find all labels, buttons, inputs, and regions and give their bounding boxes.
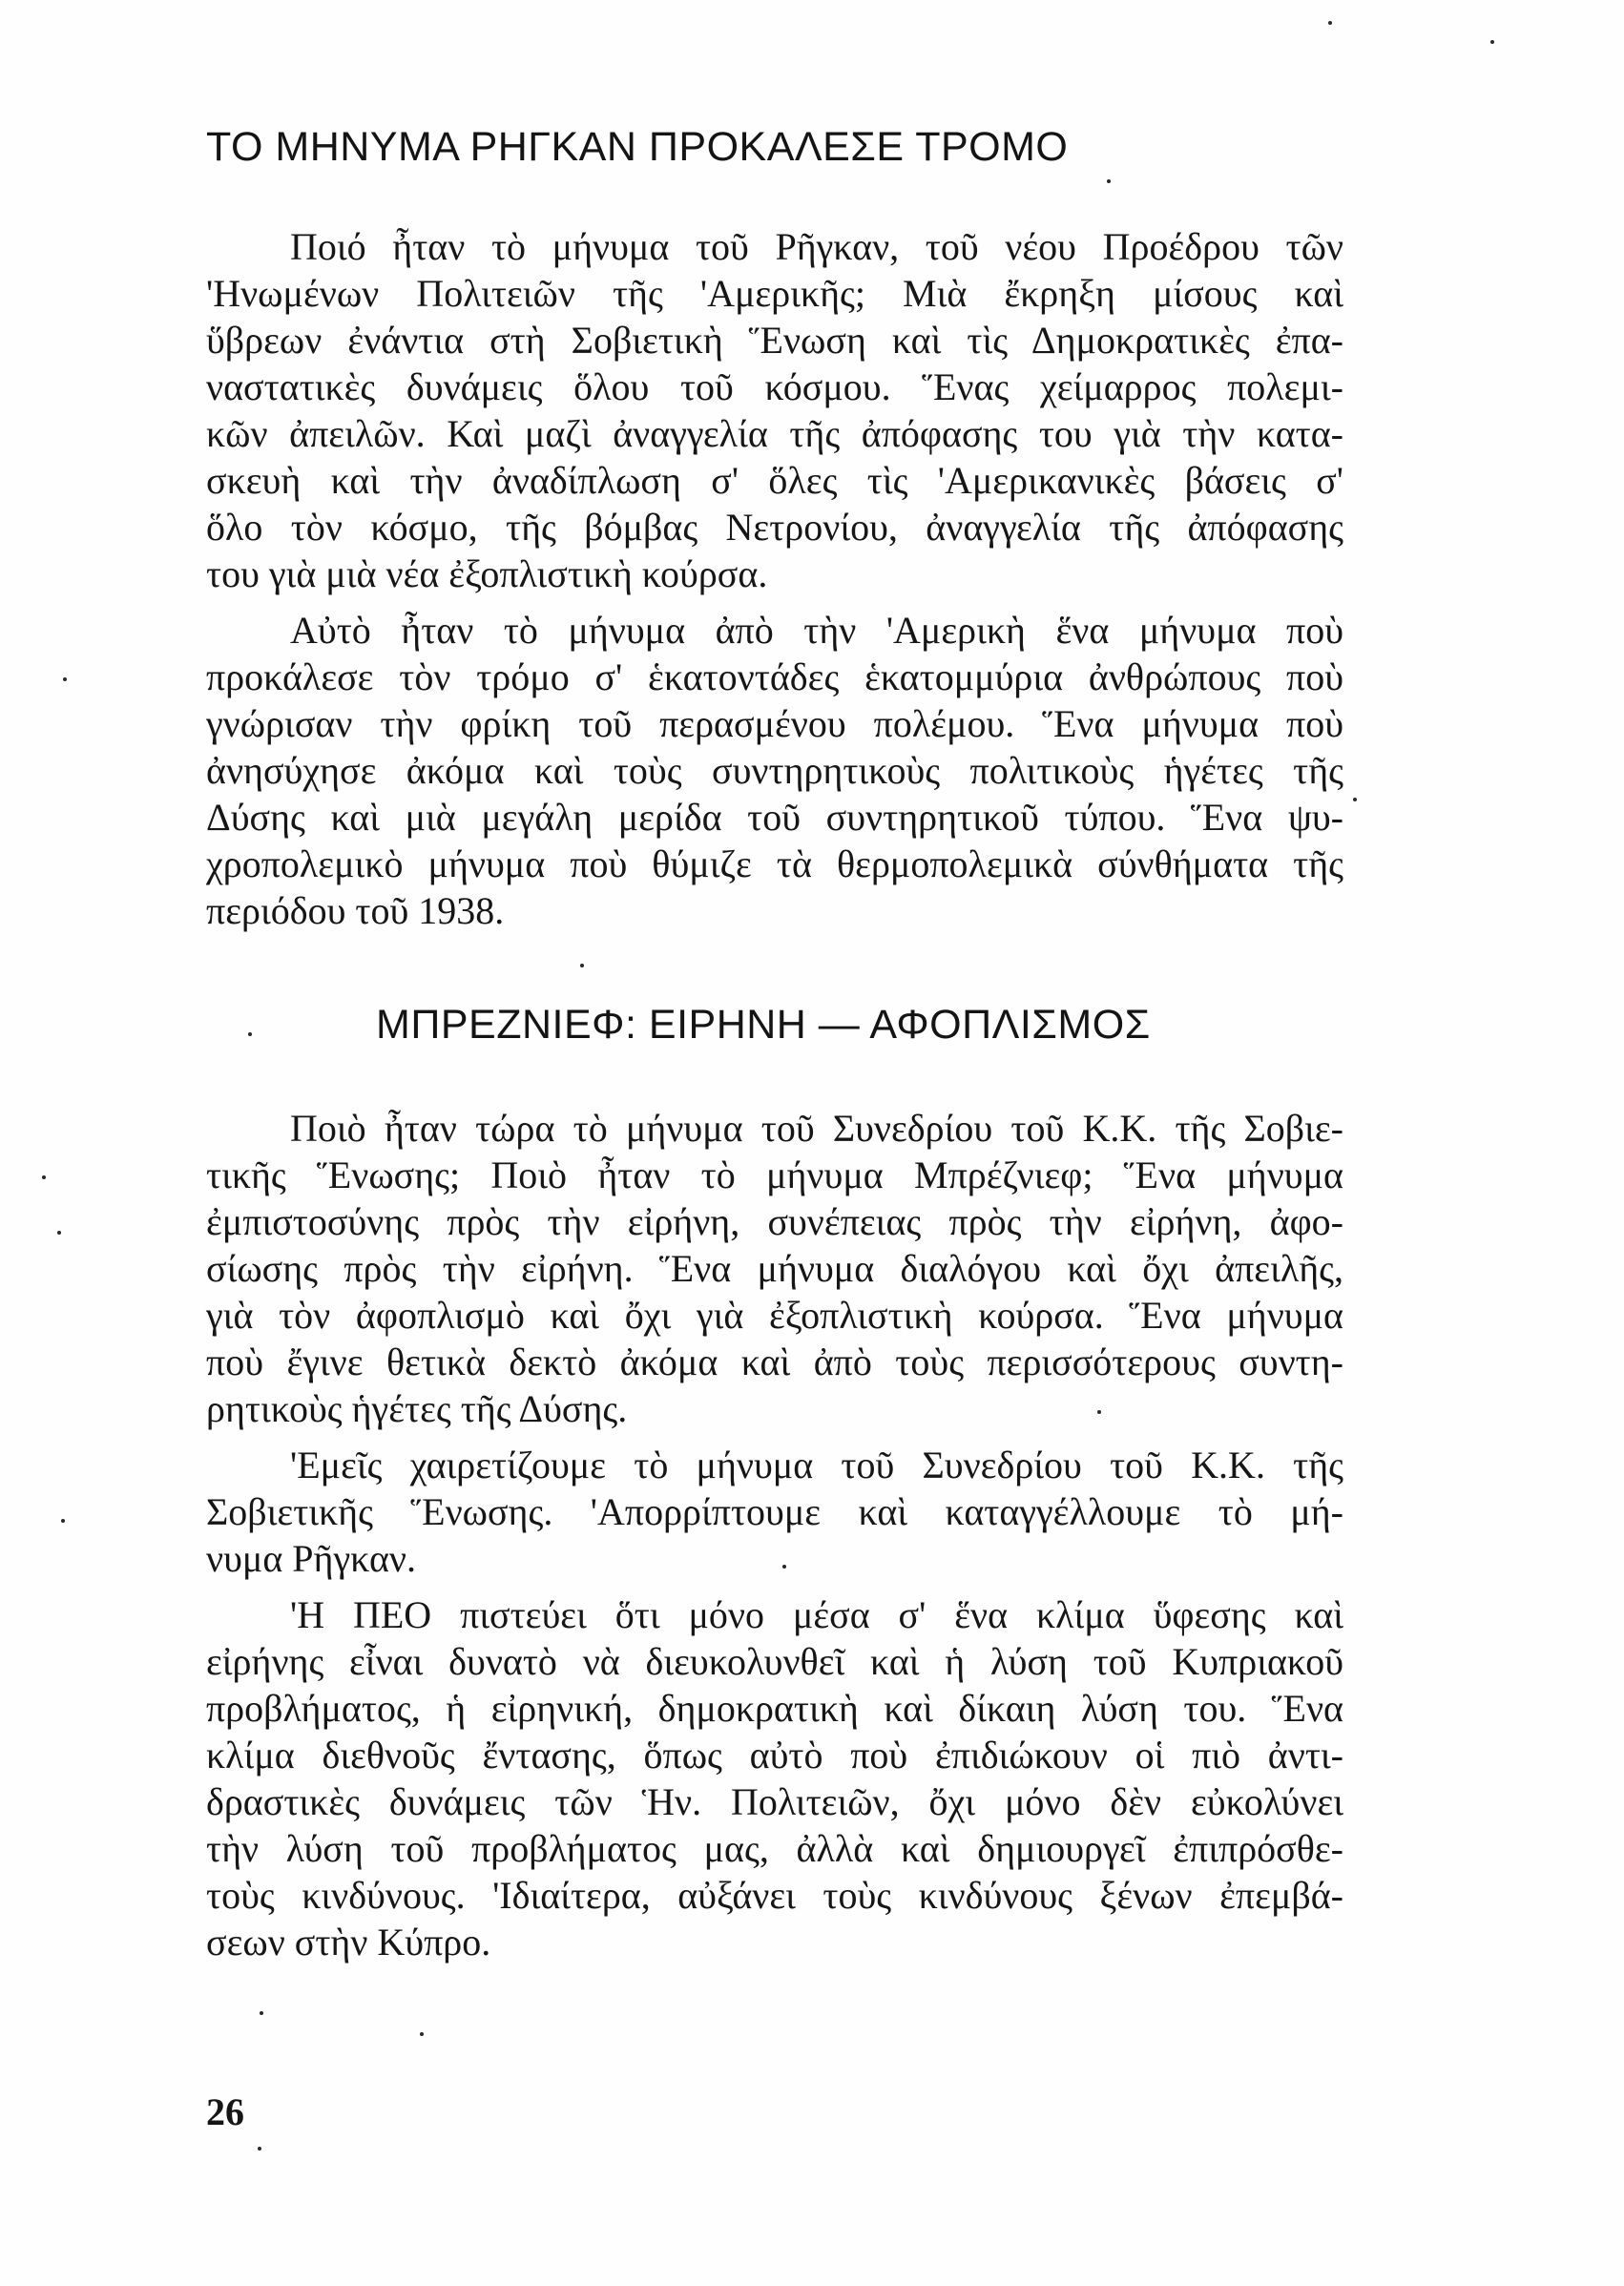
- text-line: νυμα Ρῆγκαν.: [206, 1537, 416, 1580]
- text-line: χροπολεμικὸ μήνυμα ποὺ θύμιζε τὰ θερμοπολεμικὰ σύνθήματα τῆς: [206, 842, 1343, 885]
- text-line: προκάλεσε τὸν τρόμο σ' ἑκατοντάδες ἑκατομμύρια ἀνθρώπους ποὺ: [206, 655, 1343, 698]
- text-line: Αὐτὸ ἦταν τὸ μήνυμα ἀπὸ τὴν 'Αμερικὴ ἕνα μήνυμα ποὺ: [290, 609, 1343, 652]
- scan-speck: [580, 964, 584, 967]
- text-line: 'Η ΠΕΟ πιστεύει ὅτι μόνο μέσα σ' ἕνα κλίμα ὕφεσης καὶ: [290, 1593, 1343, 1636]
- text-line: σκευὴ καὶ τὴν ἀναδίπλωση σ' ὅλες τὶς 'Αμερικανικὲς βάσεις σ': [206, 459, 1343, 502]
- text-line: τοὺς κινδύνους. 'Ιδιαίτερα, αὐξάνει τοὺς κινδύνους ξένων ἐπεμβά-: [206, 1874, 1343, 1917]
- text-line: εἰρήνης εἶναι δυνατὸ νὰ διευκολυνθεῖ καὶ ἡ λύση τοῦ Κυπριακοῦ: [206, 1640, 1343, 1683]
- text-line: προβλήματος, ἡ εἰρηνική, δημοκρατικὴ καὶ δίκαιη λύση του. Ἕνα: [206, 1687, 1343, 1730]
- section-heading-reagan: ΤΟ ΜΗΝΥΜΑ ΡΗΓΚΑΝ ΠΡΟΚΑΛΕΣΕ ΤΡΟΜΟ: [206, 124, 1069, 170]
- text-line: Σοβιετικῆς Ἕνωσης. 'Απορρίπτουμε καὶ καταγγέλλουμε τὸ μή-: [206, 1490, 1343, 1533]
- text-line: ρητικοὺς ἡγέτες τῆς Δύσης.: [206, 1387, 628, 1430]
- scan-speck: [1097, 1410, 1101, 1414]
- text-line: ἀνησύχησε ἀκόμα καὶ τοὺς συντηρητικοὺς πολιτικοὺς ἡγέτες τῆς: [206, 749, 1343, 792]
- scan-speck: [63, 677, 67, 681]
- text-line: ὅλο τὸν κόσμο, τῆς βόμβας Νετρονίου, ἀναγγελία τῆς ἀπόφασης: [206, 506, 1343, 549]
- text-line: κῶν ἀπειλῶν. Καὶ μαζὶ ἀναγγελία τῆς ἀπόφασης του γιὰ τὴν κατα-: [206, 412, 1343, 455]
- page-number: 26: [206, 2090, 244, 2133]
- scan-speck: [1353, 798, 1357, 801]
- text-line: ναστατικὲς δυνάμεις ὅλου τοῦ κόσμου. Ἕνας χείμαρρος πολεμι-: [206, 365, 1343, 408]
- scan-speck: [61, 1519, 65, 1523]
- text-line: ποὺ ἔγινε θετικὰ δεκτὸ ἀκόμα καὶ ἀπὸ τοὺς περισσότερους συντη-: [206, 1340, 1343, 1383]
- scan-speck: [420, 2032, 424, 2036]
- scan-speck: [260, 2011, 263, 2015]
- text-line: 'Εμεῖς χαιρετίζουμε τὸ μήνυμα τοῦ Συνεδρίου τοῦ Κ.Κ. τῆς: [290, 1444, 1343, 1486]
- scan-speck: [1490, 40, 1494, 44]
- text-line: τικῆς Ἕνωσης; Ποιὸ ἦταν τὸ μήνυμα Μπρέζνιεφ; Ἕνα μήνυμα: [206, 1153, 1343, 1196]
- text-line: 'Ηνωμένων Πολιτειῶν τῆς 'Αμερικῆς; Μιὰ ἔκρηξη μίσους καὶ: [206, 272, 1343, 315]
- text-line: περιόδου τοῦ 1938.: [206, 889, 505, 932]
- scan-speck: [57, 1231, 61, 1235]
- text-line: Ποιὸ ἦταν τώρα τὸ μήνυμα τοῦ Συνεδρίου τοῦ Κ.Κ. τῆς Σοβιε-: [290, 1107, 1343, 1150]
- text-line: γνώρισαν τὴν φρίκη τοῦ περασμένου πολέμου. Ἕνα μήνυμα ποὺ: [206, 702, 1343, 745]
- section-heading-brezhnev: ΜΠΡΕΖΝΙΕΦ: ΕΙΡΗΝΗ — ΑΦΟΠΛΙΣΜΟΣ: [376, 1002, 1151, 1048]
- text-line: σίωσης πρὸς τὴν εἰρήνη. Ἕνα μήνυμα διαλόγου καὶ ὄχι ἀπειλῆς,: [206, 1247, 1343, 1290]
- text-line: του γιὰ μιὰ νέα ἐξοπλιστικὴ κούρσα.: [206, 552, 768, 595]
- text-line: τὴν λύση τοῦ προβλήματος μας, ἀλλὰ καὶ δημιουργεῖ ἐπιπρόσθε-: [206, 1827, 1343, 1870]
- text-line: κλίμα διεθνοῦς ἔντασης, ὅπως αὐτὸ ποὺ ἐπιδιώκουν οἱ πιὸ ἀντι-: [206, 1734, 1343, 1777]
- scan-speck: [258, 2147, 261, 2151]
- text-line: ὕβρεων ἐνάντια στὴ Σοβιετικὴ Ἕνωση καὶ τὶς Δημοκρατικὲς ἐπα-: [206, 319, 1343, 362]
- scan-speck: [1328, 21, 1332, 25]
- text-line: ἐμπιστοσύνης πρὸς τὴν εἰρήνη, συνέπειας πρὸς τὴν εἰρήνη, ἀφο-: [206, 1200, 1343, 1243]
- scan-speck: [248, 1032, 252, 1036]
- text-line: σεων στὴν Κύπρο.: [206, 1921, 491, 1964]
- text-line: Ποιό ἦταν τὸ μήνυμα τοῦ Ρῆγκαν, τοῦ νέου Προέδρου τῶν: [290, 225, 1343, 268]
- text-line: Δύσης καὶ μιὰ μεγάλη μερίδα τοῦ συντηρητικοῦ τύπου. Ἕνα ψυ-: [206, 796, 1343, 839]
- text-line: γιὰ τὸν ἀφοπλισμὸ καὶ ὄχι γιὰ ἐξοπλιστικὴ κούρσα. Ἕνα μήνυμα: [206, 1294, 1343, 1337]
- scan-speck: [1107, 179, 1111, 183]
- scan-speck: [42, 1175, 46, 1179]
- text-line: δραστικὲς δυνάμεις τῶν Ἡν. Πολιτειῶν, ὄχι μόνο δὲν εὐκολύνει: [206, 1780, 1343, 1823]
- scan-speck: [782, 1565, 786, 1569]
